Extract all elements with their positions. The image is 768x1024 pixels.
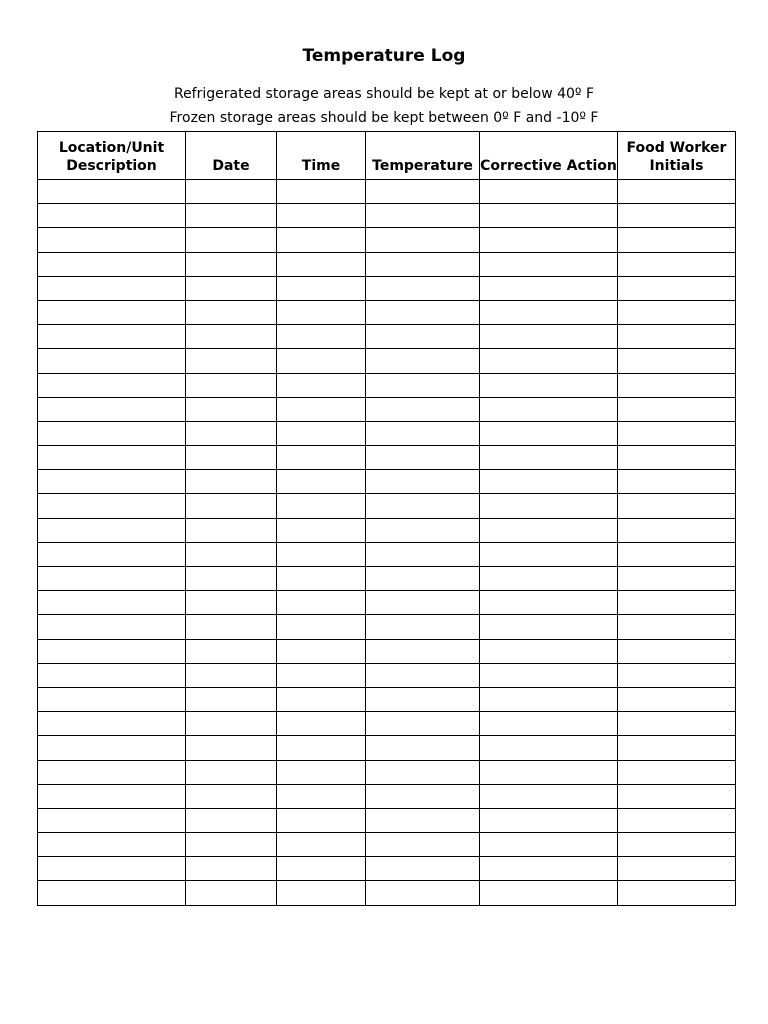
date-cell[interactable] bbox=[186, 663, 277, 687]
corrective-action-cell[interactable] bbox=[480, 687, 618, 711]
location-cell[interactable] bbox=[38, 494, 186, 518]
location-cell[interactable] bbox=[38, 325, 186, 349]
table-row bbox=[38, 542, 736, 566]
initials-cell[interactable] bbox=[618, 397, 736, 421]
table-body bbox=[38, 180, 736, 906]
initials-cell[interactable] bbox=[618, 687, 736, 711]
time-cell[interactable] bbox=[277, 833, 366, 857]
corrective-action-cell[interactable] bbox=[480, 663, 618, 687]
table-row bbox=[38, 857, 736, 881]
corrective-action-cell[interactable] bbox=[480, 542, 618, 566]
initials-cell[interactable] bbox=[618, 204, 736, 228]
location-cell[interactable] bbox=[38, 881, 186, 905]
corrective-action-cell[interactable] bbox=[480, 736, 618, 760]
time-cell[interactable] bbox=[277, 421, 366, 445]
time-cell[interactable] bbox=[277, 180, 366, 204]
location-cell[interactable] bbox=[38, 421, 186, 445]
date-cell[interactable] bbox=[186, 567, 277, 591]
corrective-action-cell[interactable] bbox=[480, 300, 618, 324]
location-cell[interactable] bbox=[38, 470, 186, 494]
time-cell[interactable] bbox=[277, 518, 366, 542]
table-row bbox=[38, 760, 736, 784]
temperature-cell[interactable] bbox=[366, 349, 480, 373]
table-row bbox=[38, 397, 736, 421]
initials-cell[interactable] bbox=[618, 567, 736, 591]
time-cell[interactable] bbox=[277, 736, 366, 760]
date-cell[interactable] bbox=[186, 325, 277, 349]
date-cell[interactable] bbox=[186, 446, 277, 470]
table-row bbox=[38, 349, 736, 373]
initials-cell[interactable] bbox=[618, 591, 736, 615]
date-cell[interactable] bbox=[186, 204, 277, 228]
table-header-row bbox=[38, 132, 736, 180]
corrective-action-cell[interactable] bbox=[480, 518, 618, 542]
initials-cell[interactable] bbox=[618, 421, 736, 445]
initials-cell[interactable] bbox=[618, 663, 736, 687]
table-row bbox=[38, 518, 736, 542]
location-cell[interactable] bbox=[38, 518, 186, 542]
temperature-cell[interactable] bbox=[366, 857, 480, 881]
time-cell[interactable] bbox=[277, 300, 366, 324]
initials-cell[interactable] bbox=[618, 639, 736, 663]
table-row bbox=[38, 276, 736, 300]
date-cell[interactable] bbox=[186, 542, 277, 566]
temperature-cell[interactable] bbox=[366, 470, 480, 494]
temperature-log-table bbox=[37, 131, 736, 906]
date-cell[interactable] bbox=[186, 397, 277, 421]
date-cell[interactable] bbox=[186, 300, 277, 324]
initials-cell[interactable] bbox=[618, 857, 736, 881]
location-cell[interactable] bbox=[38, 615, 186, 639]
initials-cell[interactable] bbox=[618, 881, 736, 905]
table-row bbox=[38, 373, 736, 397]
date-cell[interactable] bbox=[186, 760, 277, 784]
table-row bbox=[38, 470, 736, 494]
temperature-cell[interactable] bbox=[366, 518, 480, 542]
corrective-action-cell[interactable] bbox=[480, 639, 618, 663]
initials-cell[interactable] bbox=[618, 180, 736, 204]
table-row bbox=[38, 687, 736, 711]
location-cell[interactable] bbox=[38, 228, 186, 252]
temperature-cell[interactable] bbox=[366, 325, 480, 349]
table-row bbox=[38, 736, 736, 760]
time-cell[interactable] bbox=[277, 712, 366, 736]
header-time: Time bbox=[277, 132, 366, 180]
temperature-cell[interactable] bbox=[366, 687, 480, 711]
time-cell[interactable] bbox=[277, 639, 366, 663]
table-row bbox=[38, 494, 736, 518]
location-cell[interactable] bbox=[38, 784, 186, 808]
initials-cell[interactable] bbox=[618, 784, 736, 808]
date-cell[interactable] bbox=[186, 276, 277, 300]
corrective-action-cell[interactable] bbox=[480, 615, 618, 639]
temperature-cell[interactable] bbox=[366, 833, 480, 857]
table-row bbox=[38, 300, 736, 324]
date-cell[interactable] bbox=[186, 494, 277, 518]
time-cell[interactable] bbox=[277, 591, 366, 615]
time-cell[interactable] bbox=[277, 446, 366, 470]
corrective-action-cell[interactable] bbox=[480, 325, 618, 349]
corrective-action-cell[interactable] bbox=[480, 712, 618, 736]
corrective-action-cell[interactable] bbox=[480, 857, 618, 881]
location-cell[interactable] bbox=[38, 300, 186, 324]
initials-cell[interactable] bbox=[618, 736, 736, 760]
time-cell[interactable] bbox=[277, 663, 366, 687]
corrective-action-cell[interactable] bbox=[480, 446, 618, 470]
location-cell[interactable] bbox=[38, 833, 186, 857]
corrective-action-cell[interactable] bbox=[480, 833, 618, 857]
header-date: Date bbox=[186, 132, 277, 180]
initials-cell[interactable] bbox=[618, 349, 736, 373]
initials-cell[interactable] bbox=[618, 373, 736, 397]
corrective-action-cell[interactable] bbox=[480, 784, 618, 808]
time-cell[interactable] bbox=[277, 252, 366, 276]
temperature-cell[interactable] bbox=[366, 615, 480, 639]
time-cell[interactable] bbox=[277, 276, 366, 300]
time-cell[interactable] bbox=[277, 542, 366, 566]
initials-cell[interactable] bbox=[618, 518, 736, 542]
date-cell[interactable] bbox=[186, 833, 277, 857]
corrective-action-cell[interactable] bbox=[480, 494, 618, 518]
location-cell[interactable] bbox=[38, 687, 186, 711]
date-cell[interactable] bbox=[186, 518, 277, 542]
corrective-action-cell[interactable] bbox=[480, 228, 618, 252]
table-row bbox=[38, 663, 736, 687]
corrective-action-cell[interactable] bbox=[480, 180, 618, 204]
table-row bbox=[38, 639, 736, 663]
temperature-cell[interactable] bbox=[366, 591, 480, 615]
time-cell[interactable] bbox=[277, 397, 366, 421]
location-cell[interactable] bbox=[38, 736, 186, 760]
initials-cell[interactable] bbox=[618, 252, 736, 276]
time-cell[interactable] bbox=[277, 808, 366, 832]
initials-cell[interactable] bbox=[618, 494, 736, 518]
initials-cell[interactable] bbox=[618, 760, 736, 784]
location-cell[interactable] bbox=[38, 663, 186, 687]
time-cell[interactable] bbox=[277, 784, 366, 808]
time-cell[interactable] bbox=[277, 567, 366, 591]
table-row bbox=[38, 325, 736, 349]
time-cell[interactable] bbox=[277, 349, 366, 373]
location-cell[interactable] bbox=[38, 760, 186, 784]
table-row bbox=[38, 204, 736, 228]
table-row bbox=[38, 228, 736, 252]
corrective-action-cell[interactable] bbox=[480, 421, 618, 445]
date-cell[interactable] bbox=[186, 784, 277, 808]
location-cell[interactable] bbox=[38, 639, 186, 663]
table-row bbox=[38, 252, 736, 276]
temperature-cell[interactable] bbox=[366, 204, 480, 228]
corrective-action-cell[interactable] bbox=[480, 204, 618, 228]
time-cell[interactable] bbox=[277, 373, 366, 397]
location-cell[interactable] bbox=[38, 567, 186, 591]
location-cell[interactable] bbox=[38, 808, 186, 832]
initials-cell[interactable] bbox=[618, 615, 736, 639]
location-cell[interactable] bbox=[38, 276, 186, 300]
corrective-action-cell[interactable] bbox=[480, 349, 618, 373]
table-row bbox=[38, 421, 736, 445]
date-cell[interactable] bbox=[186, 808, 277, 832]
header-food-worker-initials: Food Worker Initials bbox=[618, 132, 736, 180]
table-row bbox=[38, 833, 736, 857]
date-cell[interactable] bbox=[186, 639, 277, 663]
location-cell[interactable] bbox=[38, 252, 186, 276]
table-row bbox=[38, 881, 736, 905]
table-row bbox=[38, 567, 736, 591]
temperature-cell[interactable] bbox=[366, 736, 480, 760]
temperature-cell[interactable] bbox=[366, 421, 480, 445]
page-title: Temperature Log bbox=[302, 46, 466, 66]
frozen-instruction: Frozen storage areas should be kept between 0º F and -10º F bbox=[169, 110, 599, 126]
location-cell[interactable] bbox=[38, 180, 186, 204]
table-row bbox=[38, 446, 736, 470]
date-cell[interactable] bbox=[186, 228, 277, 252]
date-cell[interactable] bbox=[186, 712, 277, 736]
date-cell[interactable] bbox=[186, 349, 277, 373]
initials-cell[interactable] bbox=[618, 833, 736, 857]
date-cell[interactable] bbox=[186, 470, 277, 494]
temperature-cell[interactable] bbox=[366, 446, 480, 470]
corrective-action-cell[interactable] bbox=[480, 276, 618, 300]
table-row bbox=[38, 808, 736, 832]
location-cell[interactable] bbox=[38, 349, 186, 373]
temperature-cell[interactable] bbox=[366, 881, 480, 905]
date-cell[interactable] bbox=[186, 252, 277, 276]
corrective-action-cell[interactable] bbox=[480, 591, 618, 615]
header-corrective-action: Corrective Action bbox=[480, 132, 618, 180]
temperature-cell[interactable] bbox=[366, 542, 480, 566]
location-cell[interactable] bbox=[38, 373, 186, 397]
time-cell[interactable] bbox=[277, 494, 366, 518]
location-cell[interactable] bbox=[38, 542, 186, 566]
location-cell[interactable] bbox=[38, 397, 186, 421]
refrigerated-instruction: Refrigerated storage areas should be kept at or below 40º F bbox=[173, 86, 595, 102]
time-cell[interactable] bbox=[277, 204, 366, 228]
time-cell[interactable] bbox=[277, 857, 366, 881]
table-row bbox=[38, 784, 736, 808]
temperature-cell[interactable] bbox=[366, 252, 480, 276]
table-row bbox=[38, 591, 736, 615]
location-cell[interactable] bbox=[38, 204, 186, 228]
temperature-cell[interactable] bbox=[366, 712, 480, 736]
time-cell[interactable] bbox=[277, 325, 366, 349]
time-cell[interactable] bbox=[277, 881, 366, 905]
initials-cell[interactable] bbox=[618, 712, 736, 736]
temperature-cell[interactable] bbox=[366, 639, 480, 663]
date-cell[interactable] bbox=[186, 857, 277, 881]
time-cell[interactable] bbox=[277, 470, 366, 494]
corrective-action-cell[interactable] bbox=[480, 470, 618, 494]
date-cell[interactable] bbox=[186, 591, 277, 615]
temperature-cell[interactable] bbox=[366, 494, 480, 518]
location-cell[interactable] bbox=[38, 446, 186, 470]
corrective-action-cell[interactable] bbox=[480, 760, 618, 784]
temperature-cell[interactable] bbox=[366, 760, 480, 784]
temperature-cell[interactable] bbox=[366, 567, 480, 591]
initials-cell[interactable] bbox=[618, 470, 736, 494]
header-temperature: Temperature bbox=[366, 132, 480, 180]
corrective-action-cell[interactable] bbox=[480, 252, 618, 276]
corrective-action-cell[interactable] bbox=[480, 808, 618, 832]
temperature-cell[interactable] bbox=[366, 180, 480, 204]
initials-cell[interactable] bbox=[618, 808, 736, 832]
date-cell[interactable] bbox=[186, 373, 277, 397]
date-cell[interactable] bbox=[186, 736, 277, 760]
location-cell[interactable] bbox=[38, 857, 186, 881]
location-cell[interactable] bbox=[38, 712, 186, 736]
temperature-cell[interactable] bbox=[366, 373, 480, 397]
corrective-action-cell[interactable] bbox=[480, 373, 618, 397]
header-location-unit-description: Location/Unit Description bbox=[38, 132, 186, 180]
time-cell[interactable] bbox=[277, 687, 366, 711]
initials-cell[interactable] bbox=[618, 276, 736, 300]
temperature-cell[interactable] bbox=[366, 808, 480, 832]
corrective-action-cell[interactable] bbox=[480, 397, 618, 421]
date-cell[interactable] bbox=[186, 687, 277, 711]
time-cell[interactable] bbox=[277, 760, 366, 784]
date-cell[interactable] bbox=[186, 421, 277, 445]
table-row bbox=[38, 712, 736, 736]
initials-cell[interactable] bbox=[618, 300, 736, 324]
temperature-cell[interactable] bbox=[366, 276, 480, 300]
table-row bbox=[38, 615, 736, 639]
temperature-cell[interactable] bbox=[366, 300, 480, 324]
temperature-cell[interactable] bbox=[366, 397, 480, 421]
temperature-cell[interactable] bbox=[366, 784, 480, 808]
temperature-cell[interactable] bbox=[366, 663, 480, 687]
table-row bbox=[38, 180, 736, 204]
date-cell[interactable] bbox=[186, 180, 277, 204]
corrective-action-cell[interactable] bbox=[480, 881, 618, 905]
temperature-cell[interactable] bbox=[366, 228, 480, 252]
corrective-action-cell[interactable] bbox=[480, 567, 618, 591]
date-cell[interactable] bbox=[186, 615, 277, 639]
time-cell[interactable] bbox=[277, 228, 366, 252]
initials-cell[interactable] bbox=[618, 446, 736, 470]
date-cell[interactable] bbox=[186, 881, 277, 905]
initials-cell[interactable] bbox=[618, 228, 736, 252]
initials-cell[interactable] bbox=[618, 542, 736, 566]
time-cell[interactable] bbox=[277, 615, 366, 639]
initials-cell[interactable] bbox=[618, 325, 736, 349]
location-cell[interactable] bbox=[38, 591, 186, 615]
